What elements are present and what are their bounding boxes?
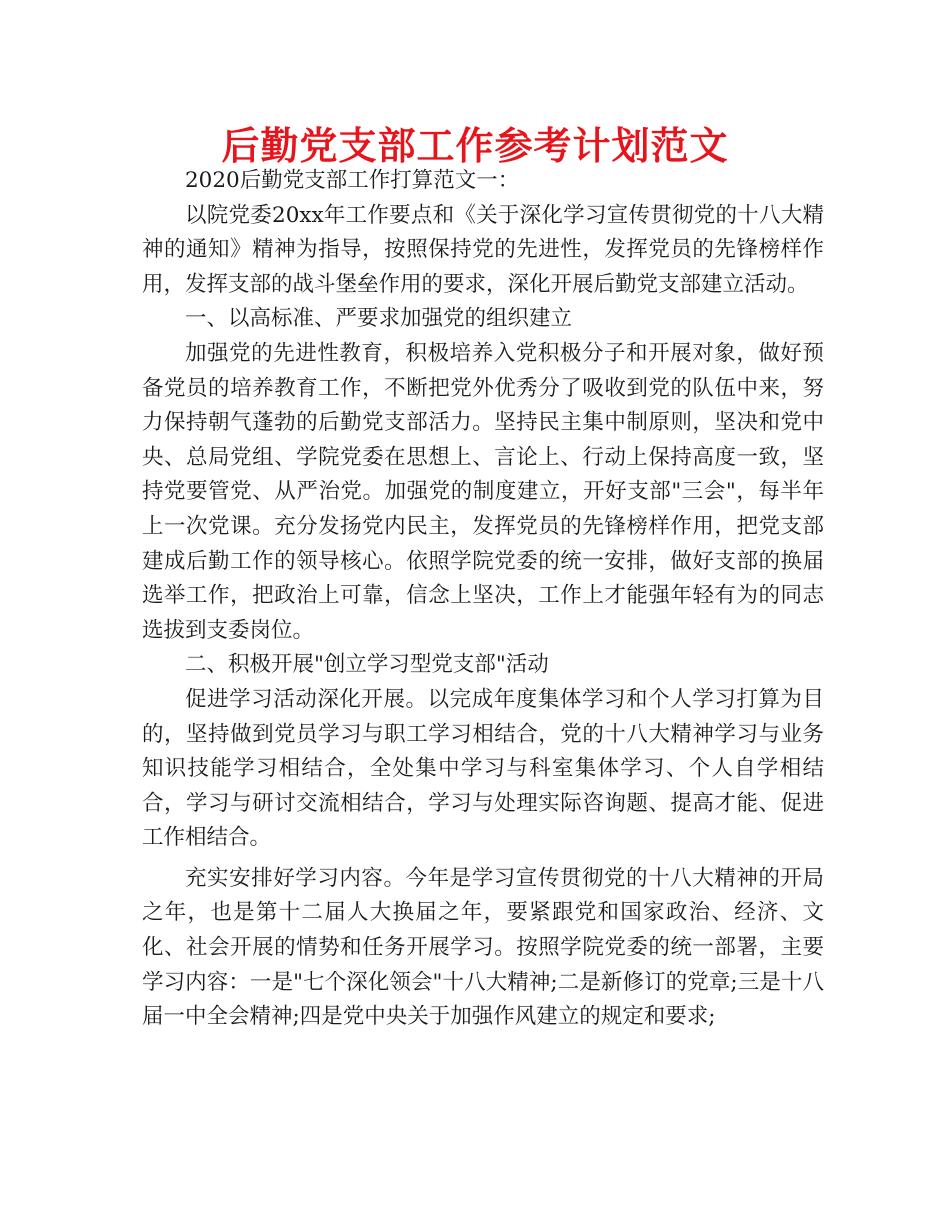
section-heading-organization: 一、以高标准、严要求加强党的组织建立 <box>185 306 573 332</box>
paragraph-learning-activities: 促进学习活动深化开展。以完成年度集体学习和个人学习打算为目的，坚持做到党员学习与职工学习相结合，党的十八大精神学习与业务知识技能学习相结合，全处集中学习与科室集体学习、个人自学相结合，学习与研讨交流相结合，学习与处理实际咨询题、提高才能、促进工作相结合。 <box>142 686 824 851</box>
paragraph-guiding-principle: 以院党委20xx年工作要点和《关于深化学习宣传贯彻党的十八大精神的通知》精神为指导，按照保持党的先进性，发挥党员的先锋榜样作用，发挥支部的战斗堡垒作用的要求，深化开展后勤党支部建立活动。 <box>142 202 824 297</box>
section-heading-learning: 二、积极开展"创立学习型党支部"活动 <box>185 652 549 678</box>
paragraph-organization: 加强党的先进性教育，积极培养入党积极分子和开展对象，做好预备党员的培养教育工作，不断把党外优秀分了吸收到党的队伍中来，努力保持朝气蓬勃的后勤党支部活力。坚持民主集中制原则，坚决和党中央、总局党组、学院党委在思想上、言论上、行动上保持高度一致，坚持党要管党、从严治党。加强党的制度建立，开好支部"三会"，每半年上一次党课。充分发扬党内民主，发挥党员的先锋榜样作用，把党支部建成后勤工作的领导核心。依照学院党委的统一安排，做好支部的换届选举工作，把政治上可靠，信念上坚决，工作上才能强年轻有为的同志选拔到支委岗位。 <box>142 340 824 643</box>
document-title: 后勤党支部工作参考计划范文 <box>221 124 729 168</box>
document-body <box>142 164 824 1035</box>
paragraph-heading-intro: 2020后勤党支部工作打算范文一： <box>185 168 520 193</box>
paragraph-learning-content: 充实安排好学习内容。今年是学习宣传贯彻党的十八大精神的开局之年，也是第十二届人大换届之年，要紧跟党和国家政治、经济、文化、社会开展的情势和任务开展学习。按照学院党委的统一部署，主要学习内容：一是"七个深化领会"十八大精神;二是新修订的党章;三是十八届一中全会精神;四是党中央关于加强作风建立的规定和要求; <box>142 865 824 1030</box>
